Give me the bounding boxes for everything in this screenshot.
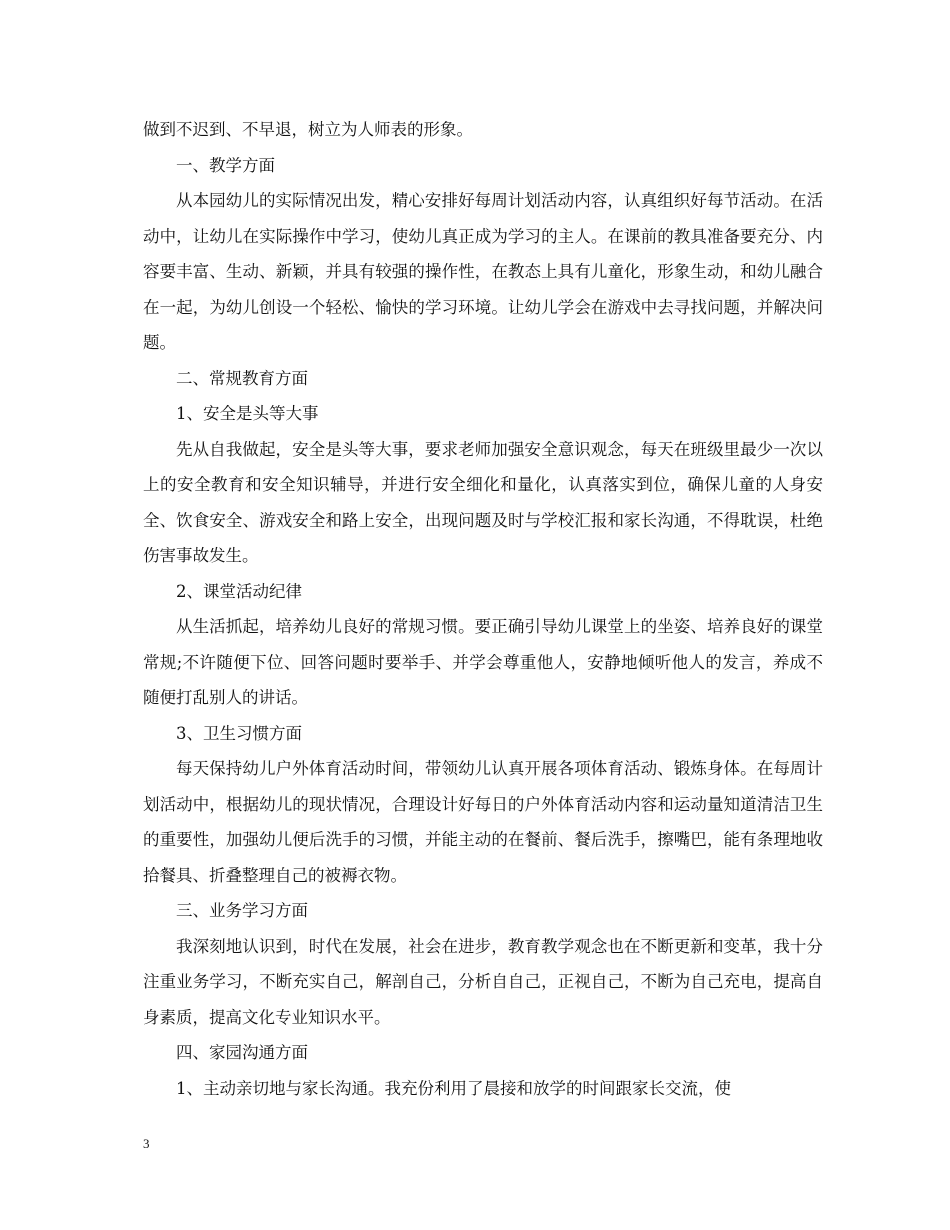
subheading-safety: 1、安全是头等大事 (176, 404, 319, 423)
paragraph-teaching: 从本园幼儿的实际情况出发，精心安排好每周计划活动内容，认真组织好每节活动。在活动中，让幼儿在实际操作中学习，使幼儿真正成为学习的主人。在课前的教具准备要充分、内容要丰富、生动、新颖，并具有较强的操作性，在教态上具有儿童化，形象生动，和幼儿融合在一起，为幼儿创设一个轻松、愉快的学习环境。让幼儿学会在游戏中去寻找问题，并解决问题。 (143, 191, 823, 352)
section-heading-routine-education: 二、常规教育方面 (176, 368, 308, 388)
subheading-classroom-discipline: 2、课堂活动纪律 (176, 581, 302, 601)
paragraph-home-school-communication: 1、主动亲切地与家长沟通。我充份利用了晨接和放学的时间跟家长交流，使 (176, 1078, 731, 1098)
paragraph-hygiene-habits: 每天保持幼儿户外体育活动时间，带领幼儿认真开展各项体育活动、锻炼身体。在每周计划活动中，根据幼儿的现状情况，合理设计好每日的户外体育活动内容和运动量知道清洁卫生的重要性，加强幼儿便后洗手的习惯，并能主动的在餐前、餐后洗手，擦嘴巴，能有条理地收拾餐具、折叠整理自己的被褥衣物。 (143, 759, 823, 885)
section-heading-home-school-communication: 四、家园沟通方面 (176, 1043, 308, 1062)
paragraph-professional-study: 我深刻地认识到，时代在发展，社会在进步，教育教学观念也在不断更新和变革，我十分注重业务学习，不断充实自己，解剖自己，分析自自己，正视自己，不断为自己充电，提高自身素质，提高文化专业知识水平。 (143, 936, 823, 1027)
document-body (143, 112, 823, 1106)
subheading-hygiene-habits: 3、卫生习惯方面 (176, 723, 302, 743)
paragraph-safety: 先从自我做起，安全是头等大事，要求老师加强安全意识观念，每天在班级里最少一次以上的安全教育和安全知识辅导，并进行安全细化和量化，认真落实到位，确保儿童的人身安全、饮食安全、游戏安全和路上安全，出现问题及时与学校汇报和家长沟通，不得耽误，杜绝伤害事故发生。 (143, 439, 823, 565)
paragraph-classroom-discipline: 从生活抓起，培养幼儿良好的常规习惯。要正确引导幼儿课堂上的坐姿、培养良好的课堂常规;不许随便下位、回答问题时要举手、并学会尊重他人，安静地倾听他人的发言，养成不随便打乱别人的讲话。 (143, 617, 823, 707)
section-heading-professional-study: 三、业务学习方面 (176, 901, 308, 920)
page-number: 3 (143, 1136, 150, 1151)
section-heading-teaching: 一、教学方面 (176, 155, 275, 175)
paragraph-continuation: 做到不迟到、不早退，树立为人师表的形象。 (143, 120, 473, 139)
